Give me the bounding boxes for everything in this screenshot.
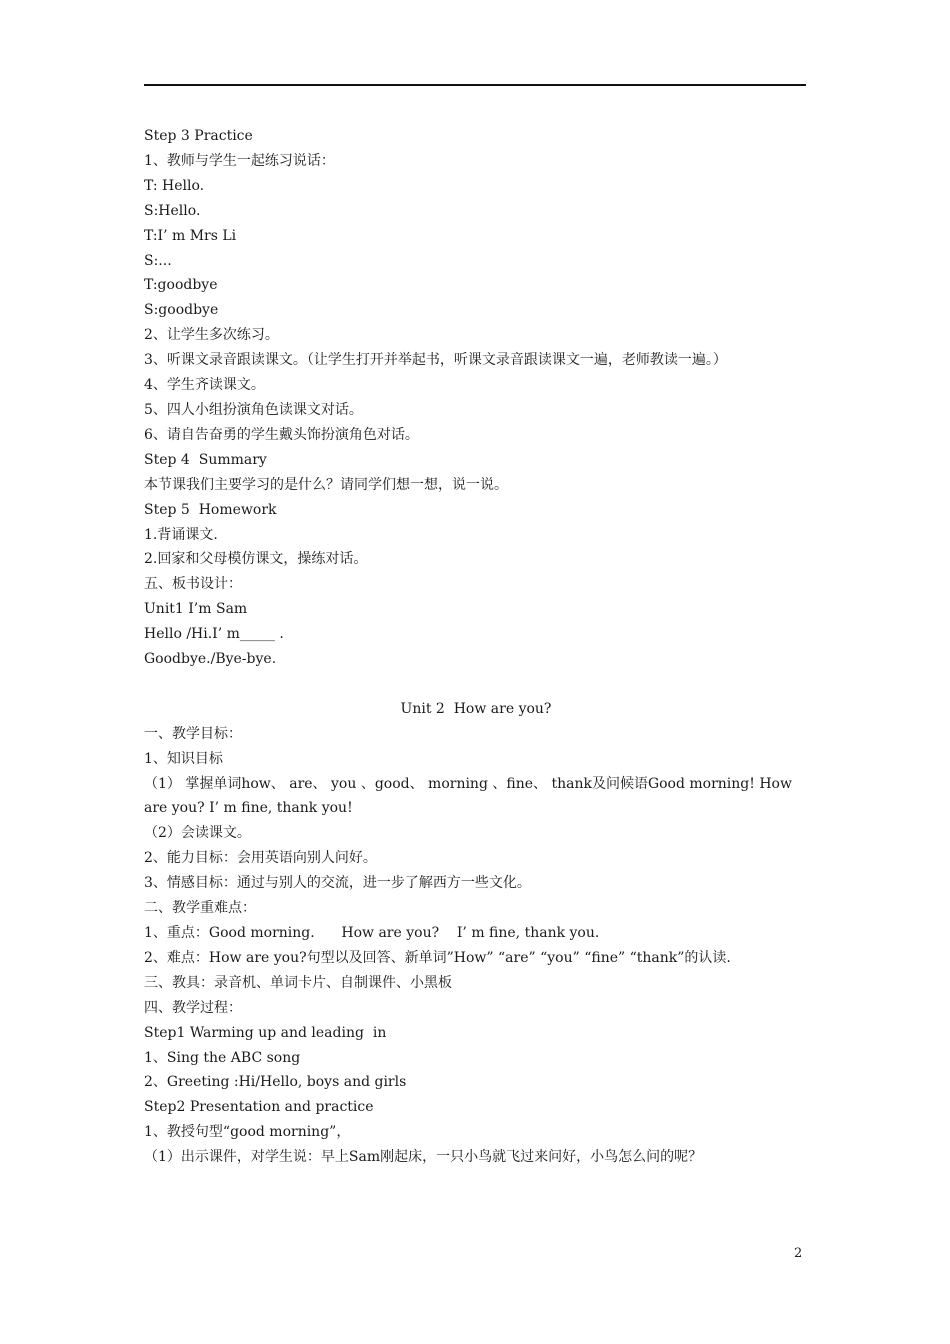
text-line: S:Hello. [144,202,201,219]
text-line: Step2 Presentation and practice [144,1099,374,1116]
text-line: 2、能力目标：会用英语向别人问好。 [144,850,377,867]
text-line: 1、Sing the ABC song [144,1049,301,1066]
text-line: Unit1 I’m Sam [144,601,248,618]
document-body [144,124,808,1170]
text-line: 1、教授句型“good morning”， [144,1124,351,1141]
text-line: 三、教具：录音机、单词卡片、自制课件、小黑板 [144,974,452,991]
text-line: 1.背诵课文. [144,526,218,543]
text-line: 2、Greeting :Hi/Hello, boys and girls [144,1074,407,1091]
text-line: 5、四人小组扮演角色读课文对话。 [144,401,363,418]
text-line: 2.回家和父母模仿课文，操练对话。 [144,551,368,568]
blank-line [144,672,808,697]
text-paragraph: （1） 掌握单词how、 are、 you 、good、 morning 、fine、 thank及问候语Good morning! How are you? I’ m fine, thank you! [144,775,792,817]
text-line: 4、学生齐读课文。 [144,377,265,394]
text-line: Step 5 Homework [144,501,277,518]
text-paragraph: 3、听课文录音跟读课文。（让学生打开并举起书，听课文录音跟读课文一遍，老师教读一遍。） [144,352,727,369]
text-line: Goodbye./Bye-bye. [144,651,277,668]
text-line: S:... [144,252,172,269]
text-line: 本节课我们主要学习的是什么？请同学们想一想，说一说。 [144,476,508,493]
text-line: T:I’ m Mrs Li [144,227,237,244]
text-line: 五、板书设计： [144,576,242,593]
text-line: 6、请自告奋勇的学生戴头饰扮演角色对话。 [144,426,419,443]
text-line: T:goodbye [144,277,218,294]
text-line: 四、教学过程： [144,999,242,1016]
unit-title: Unit 2 How are you? [400,700,552,717]
text-paragraph: 2、难点：How are you?句型以及回答、新单词”How” “are” “you” “fine” “thank”的认读. [144,949,731,966]
text-line: （1）出示课件，对学生说：早上Sam刚起床，一只小鸟就飞过来问好，小鸟怎么问的呢？ [144,1149,703,1166]
text-line: 二、教学重难点： [144,900,256,917]
text-line: 1、重点：Good morning. How are you? I’ m fine, thank you. [144,924,600,941]
text-line: 3、情感目标：通过与别人的交流，进一步了解西方一些文化。 [144,875,531,892]
text-line: 1、知识目标 [144,750,223,767]
header-rule [144,84,806,86]
page-number: 2 [794,1246,803,1261]
text-line: S:goodbye [144,302,219,319]
text-line: Step 3 Practice [144,128,253,144]
text-line: T: Hello. [144,177,205,194]
text-line: （2）会读课文。 [144,825,251,842]
text-line: Hello /Hi.I’ m_____ . [144,626,284,643]
text-line: Step 4 Summary [144,451,267,468]
text-line: 1、教师与学生一起练习说话： [144,152,335,169]
text-line: Step1 Warming up and leading in [144,1024,387,1041]
text-line: 一、教学目标： [144,725,242,742]
text-line: 2、让学生多次练习。 [144,327,279,344]
